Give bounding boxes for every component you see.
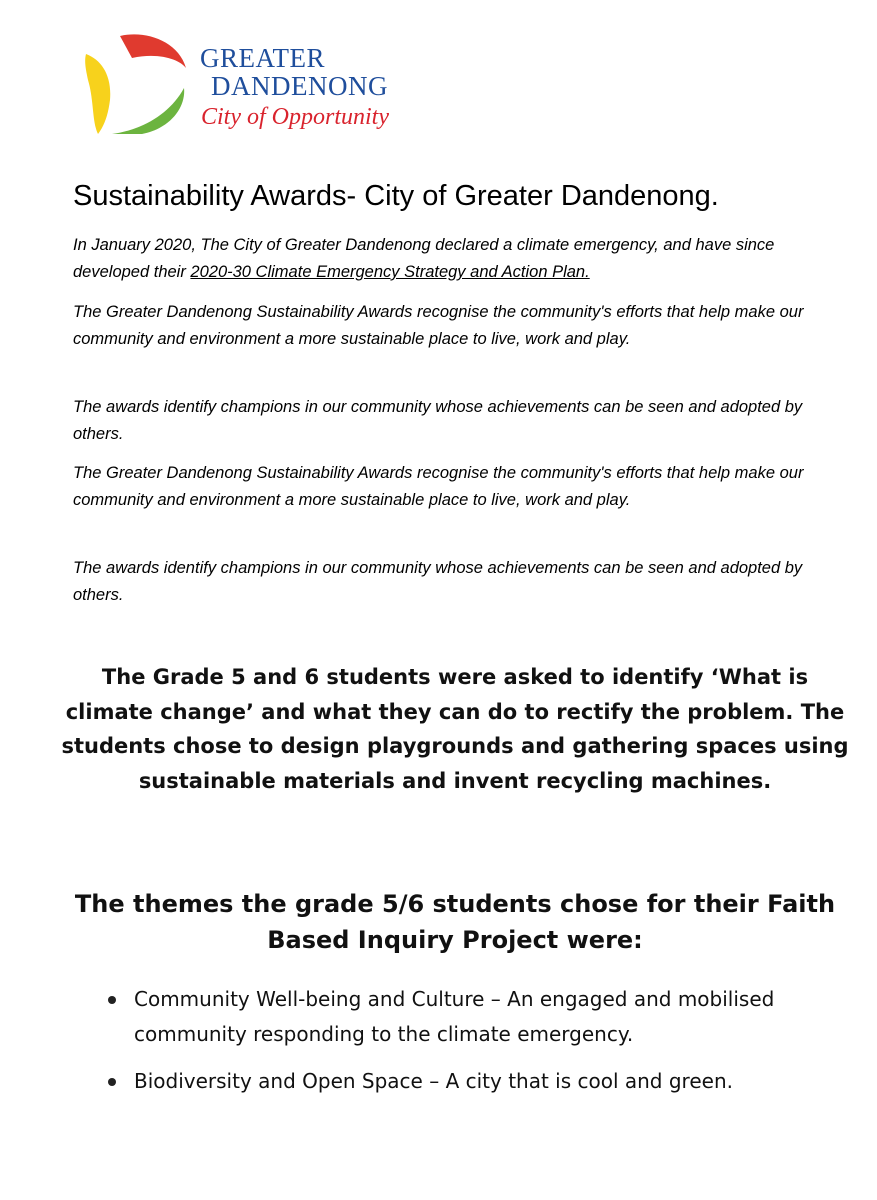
paragraph-champions-repeat: The awards identify champions in our community whose achievements can be seen and adopted by others.	[73, 559, 803, 604]
students-summary: The Grade 5 and 6 students were asked to identify ‘What is climate change’ and what they can do to rectify the problem. The students chose to design playgrounds and gathering spaces using sustainable materials and invent recycling machines.	[61, 665, 849, 793]
council-logo	[82, 30, 427, 140]
intro-paragraph	[73, 232, 843, 286]
bullet-icon	[108, 1078, 116, 1086]
theme-item	[100, 982, 840, 1052]
strategy-link[interactable]: 2020-30 Climate Emergency Strategy and Action Plan.	[190, 263, 590, 281]
paragraph-recognise: The Greater Dandenong Sustainability Awards recognise the community's efforts that help make our community and environment a more sustainable place to live, work and play.	[73, 303, 804, 348]
paragraph-champions: The awards identify champions in our community whose achievements can be seen and adopted by others.	[73, 398, 803, 443]
dandenong-logo-mark-icon	[82, 30, 194, 136]
page-title: Sustainability Awards- City of Greater Dandenong.	[73, 180, 719, 212]
themes-heading: The themes the grade 5/6 students chose for their Faith Based Inquiry Project were:	[74, 890, 836, 954]
theme-text: Biodiversity and Open Space – A city that is cool and green.	[134, 1069, 733, 1093]
intro-text: In January 2020, The City of Greater Dandenong declared a climate emergency, and have since developed their	[73, 236, 775, 281]
bullet-icon	[108, 996, 116, 1004]
theme-item	[100, 1064, 840, 1099]
theme-text: Community Well-being and Culture – An engaged and mobilised community responding to the climate emergency.	[134, 987, 775, 1046]
themes-list	[100, 982, 840, 1111]
logo-wordmark-line1: GREATER	[200, 43, 325, 73]
paragraph-recognise-repeat: The Greater Dandenong Sustainability Awards recognise the community's efforts that help make our community and environment a more sustainable place to live, work and play.	[73, 464, 804, 509]
logo-wordmark-line2: DANDENONG	[211, 71, 388, 101]
logo-tagline: City of Opportunity	[201, 104, 389, 130]
